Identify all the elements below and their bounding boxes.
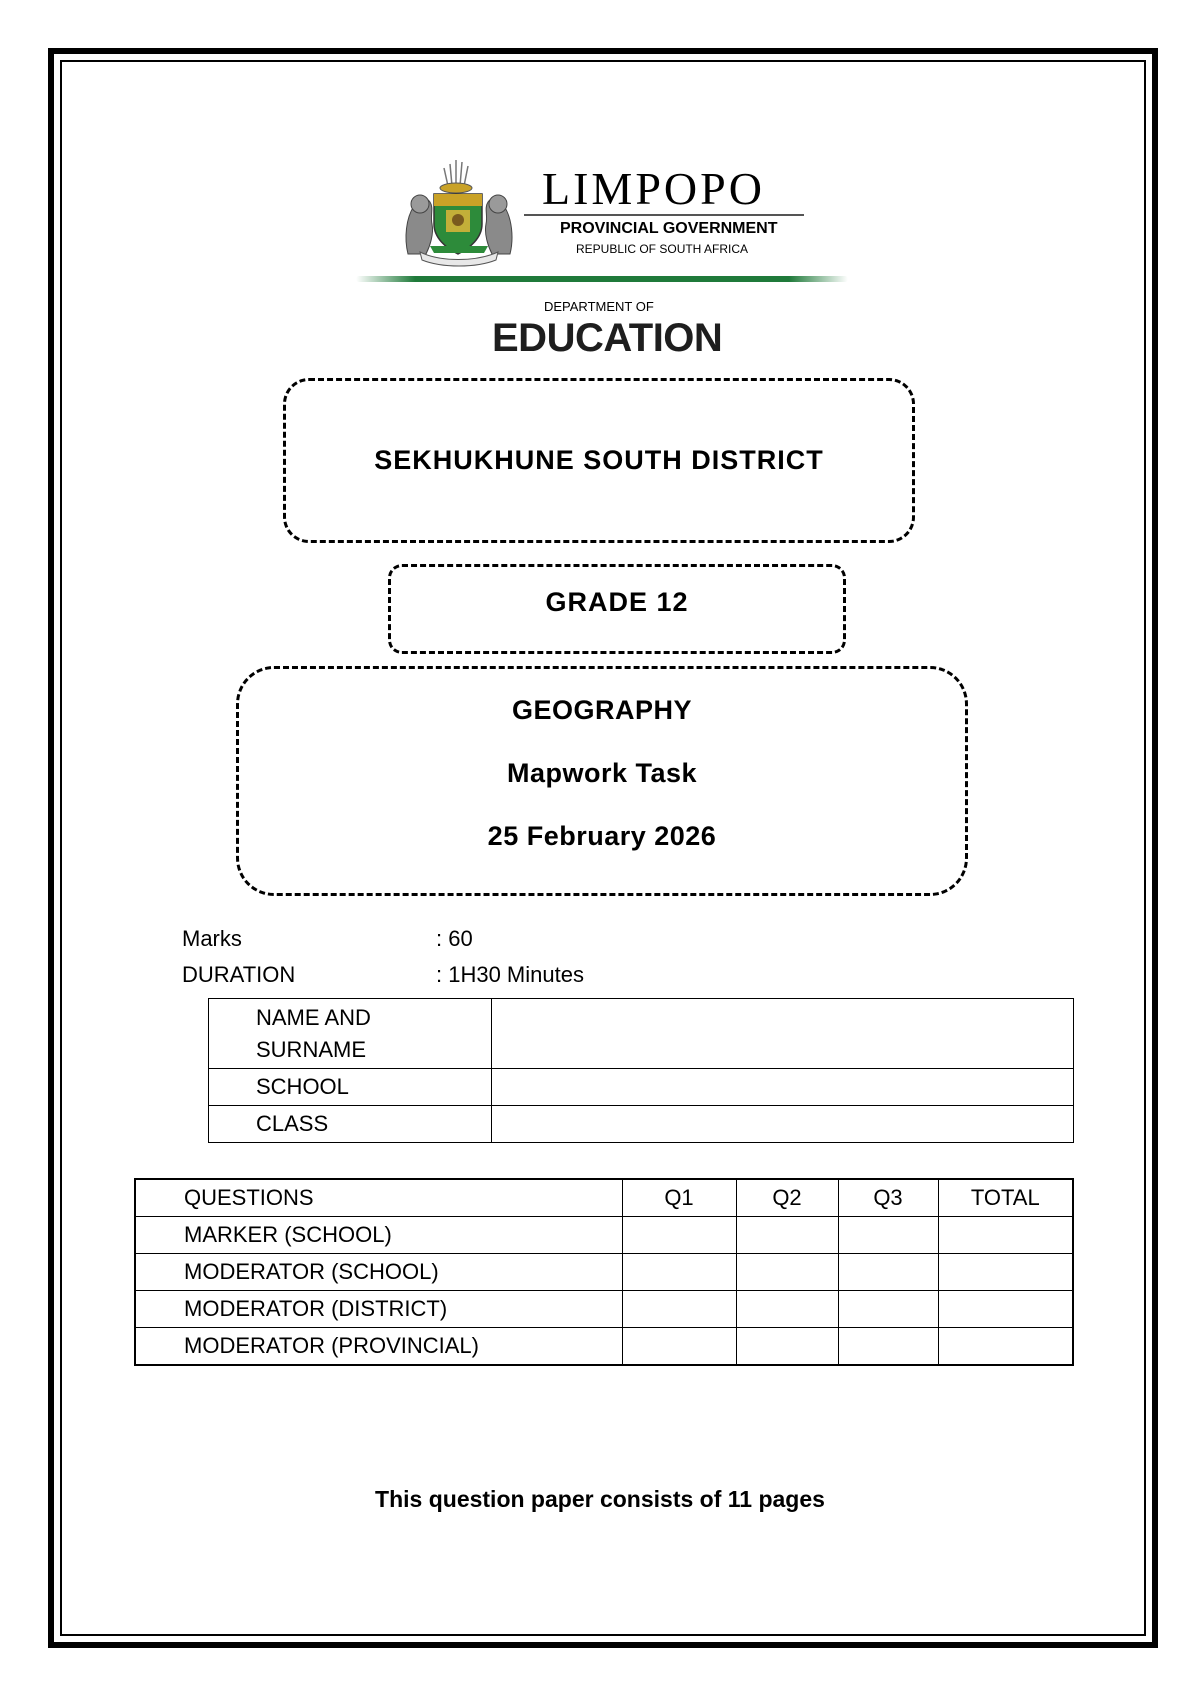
total-cell[interactable]: [938, 1254, 1073, 1291]
grade-label: GRADE 12: [545, 587, 689, 617]
page-count-note: This question paper consists of 11 pages: [375, 1486, 825, 1512]
marks-row: [182, 926, 473, 952]
table-row: [209, 1106, 1074, 1143]
exam-date: 25 February 2026: [487, 821, 717, 851]
total-cell[interactable]: [938, 1217, 1073, 1254]
total-cell[interactable]: [938, 1291, 1073, 1328]
header-divider: [524, 214, 804, 216]
score-cell[interactable]: [838, 1328, 938, 1366]
q1-header: Q1: [622, 1179, 736, 1217]
row-label-moderator-district: MODERATOR (DISTRICT): [135, 1291, 622, 1328]
duration-value: : 1H30 Minutes: [436, 962, 584, 987]
duration-label: DURATION: [182, 962, 296, 987]
district-name: SEKHUKHUNE SOUTH DISTRICT: [374, 445, 824, 475]
table-header-row: [135, 1179, 1073, 1217]
row-label-marker-school: MARKER (SCHOOL): [135, 1217, 622, 1254]
government-line: PROVINCIAL GOVERNMENT: [560, 220, 778, 237]
school-field[interactable]: [492, 1069, 1074, 1106]
duration-row: [182, 962, 584, 988]
coat-of-arms-icon: [400, 158, 518, 268]
subject-box: [236, 666, 968, 896]
grade-box: [388, 564, 846, 654]
score-cell[interactable]: [622, 1254, 736, 1291]
score-cell[interactable]: [736, 1254, 838, 1291]
total-header: TOTAL: [938, 1179, 1073, 1217]
score-cell[interactable]: [622, 1217, 736, 1254]
row-label-moderator-provincial: MODERATOR (PROVINCIAL): [135, 1328, 622, 1366]
name-surname-label: NAME AND SURNAME: [209, 999, 492, 1069]
score-cell[interactable]: [622, 1328, 736, 1366]
marks-label: Marks: [182, 926, 242, 951]
table-row: [135, 1254, 1073, 1291]
total-cell[interactable]: [938, 1328, 1073, 1366]
q3-header: Q3: [838, 1179, 938, 1217]
marks-value: : 60: [436, 926, 473, 951]
subject-name: GEOGRAPHY: [511, 695, 693, 725]
table-row: [209, 999, 1074, 1069]
score-cell[interactable]: [838, 1254, 938, 1291]
school-label: SCHOOL: [209, 1069, 492, 1106]
table-row: [135, 1328, 1073, 1366]
department-of-label: DEPARTMENT OF: [544, 299, 654, 314]
score-cell[interactable]: [622, 1291, 736, 1328]
province-title: LIMPOPO: [542, 163, 765, 214]
task-name: Mapwork Task: [506, 758, 698, 788]
learner-details-table: [208, 998, 1074, 1143]
country-line: REPUBLIC OF SOUTH AFRICA: [576, 242, 749, 256]
district-box: [283, 378, 915, 543]
department-name: EDUCATION: [492, 316, 723, 360]
table-row: [135, 1217, 1073, 1254]
score-cell[interactable]: [736, 1291, 838, 1328]
score-cell[interactable]: [838, 1217, 938, 1254]
row-label-moderator-school: MODERATOR (SCHOOL): [135, 1254, 622, 1291]
table-row: [209, 1069, 1074, 1106]
table-row: [135, 1291, 1073, 1328]
score-cell[interactable]: [838, 1291, 938, 1328]
class-field[interactable]: [492, 1106, 1074, 1143]
score-cell[interactable]: [736, 1217, 838, 1254]
name-surname-field[interactable]: [492, 999, 1074, 1069]
green-accent-bar: [356, 276, 848, 282]
questions-header: QUESTIONS: [135, 1179, 622, 1217]
class-label: CLASS: [209, 1106, 492, 1143]
q2-header: Q2: [736, 1179, 838, 1217]
score-cell[interactable]: [736, 1328, 838, 1366]
score-table: [134, 1178, 1074, 1366]
